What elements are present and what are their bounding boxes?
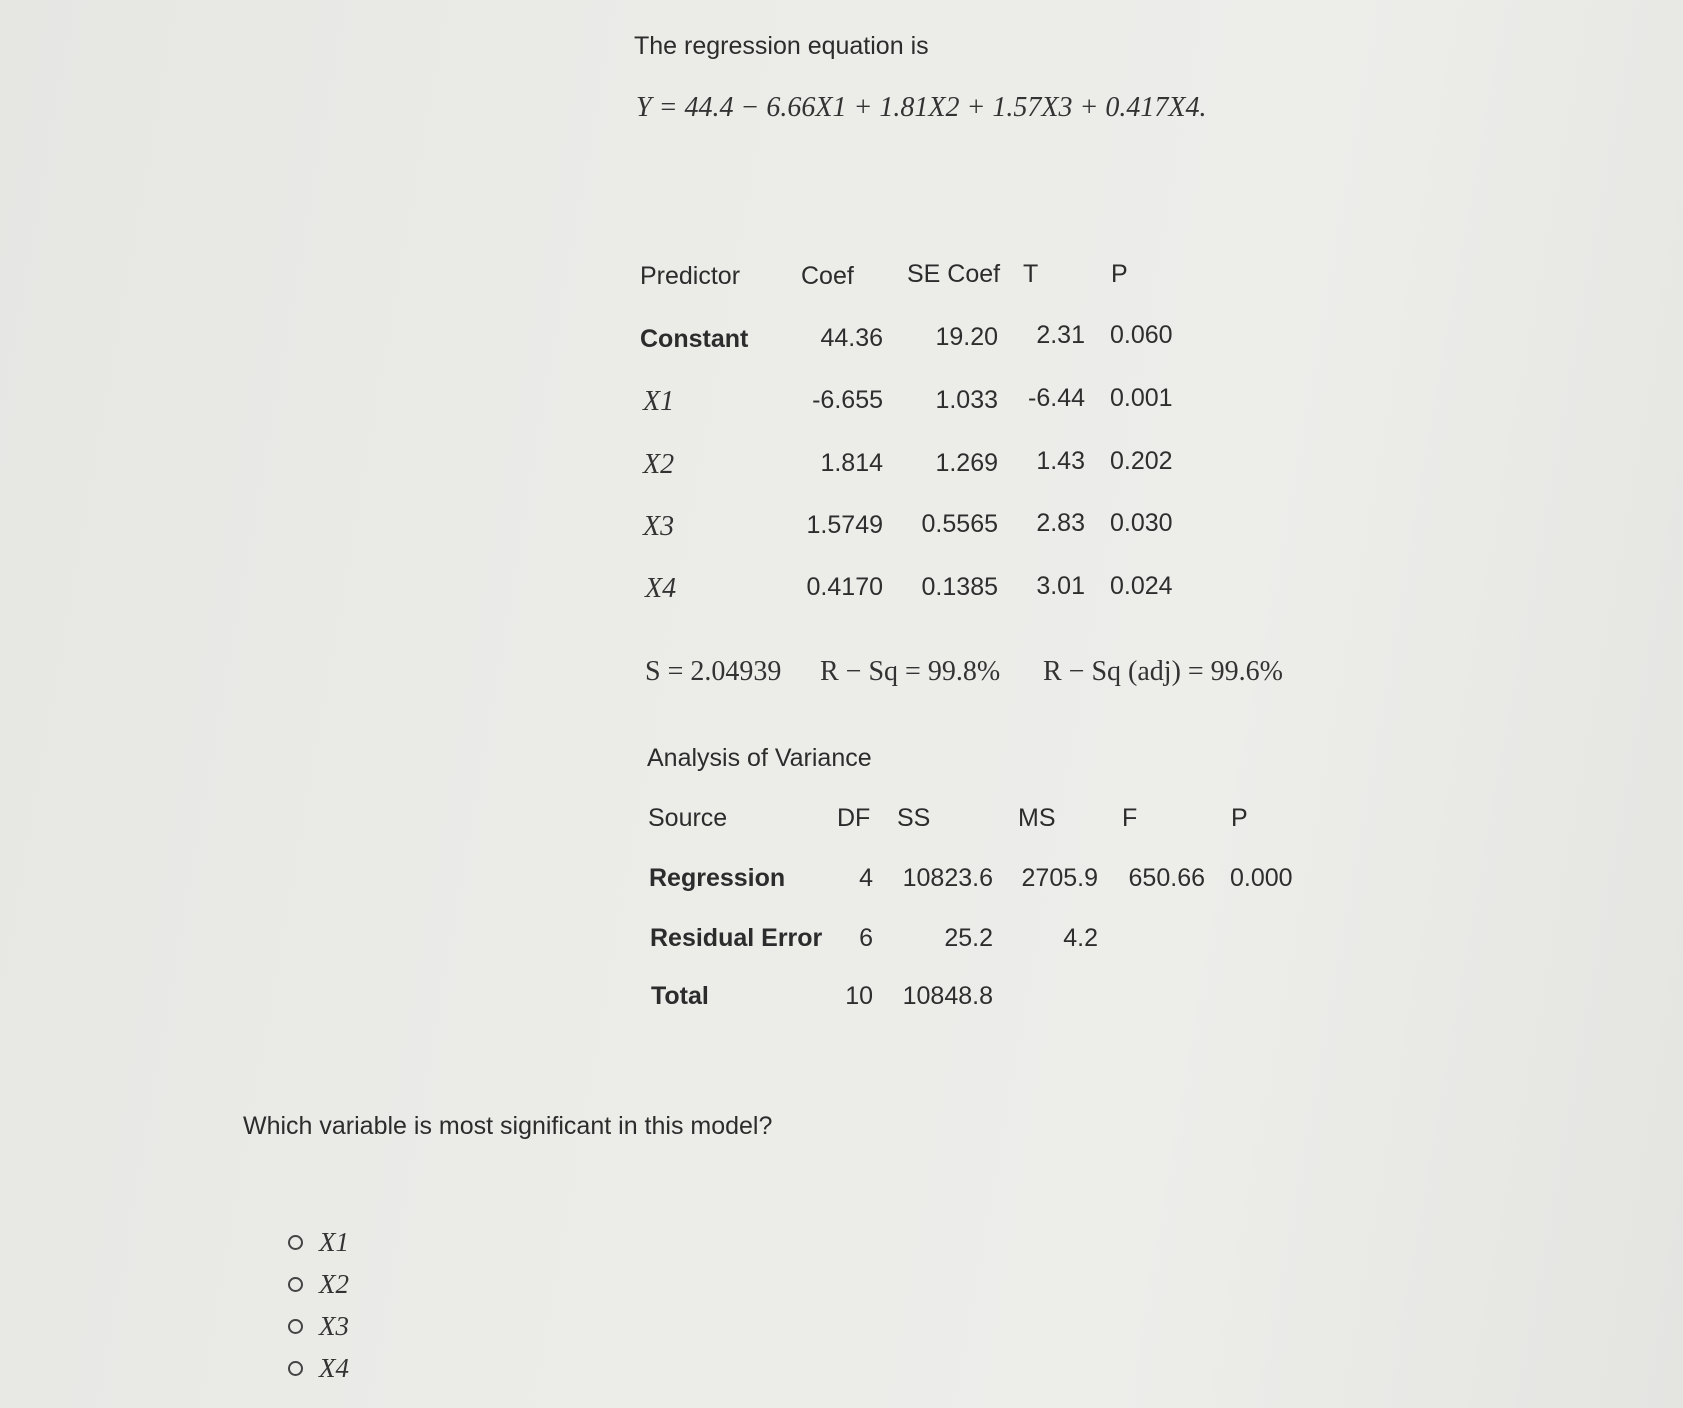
option-label: X4	[319, 1353, 349, 1383]
table-cell-se-coef: 0.1385	[921, 573, 998, 601]
anova-header-df: DF	[837, 804, 871, 832]
fit-stat-r-sq: R − Sq = 99.8%	[820, 656, 1001, 687]
option-x3[interactable]	[288, 1311, 349, 1342]
table-cell-p: 0.001	[1110, 384, 1173, 412]
fit-stat-r-sq-adj: R − Sq (adj) = 99.6%	[1043, 656, 1284, 687]
coef-header-se-coef: SE Coef	[907, 260, 1001, 288]
anova-header-ms: MS	[1018, 804, 1056, 832]
radio-button[interactable]	[288, 1319, 303, 1334]
table-cell-se-coef: 1.269	[935, 449, 998, 477]
table-cell-se-coef: 19.20	[935, 323, 998, 351]
table-cell-coef: 1.5749	[806, 511, 883, 539]
table-row-label: X1	[643, 386, 675, 417]
table-cell-se-coef: 0.5565	[921, 510, 998, 538]
radio-button[interactable]	[288, 1361, 303, 1376]
table-cell-p: 0.000	[1230, 864, 1293, 892]
table-cell-coef: 0.4170	[806, 573, 883, 601]
option-label: X2	[319, 1269, 349, 1299]
option-x4[interactable]	[288, 1353, 349, 1384]
table-cell-df: 4	[859, 864, 873, 892]
table-row-label: Residual Error	[650, 924, 823, 952]
table-cell-p: 0.024	[1110, 572, 1173, 600]
table-row-label: X4	[645, 573, 677, 604]
table-cell-t: 3.01	[1036, 572, 1085, 600]
anova-header-ss: SS	[897, 804, 931, 832]
table-cell-coef: 44.36	[820, 324, 883, 352]
table-row-label: Regression	[649, 864, 786, 892]
table-row-label: Constant	[640, 325, 749, 353]
option-label: X3	[319, 1311, 349, 1341]
table-cell-ss: 25.2	[944, 924, 993, 952]
regression-heading: The regression equation is	[634, 32, 929, 60]
table-cell-df: 6	[859, 924, 873, 952]
coef-header-p: P	[1111, 260, 1128, 288]
coef-header-coef: Coef	[801, 262, 854, 290]
table-cell-f: 650.66	[1128, 864, 1205, 892]
table-cell-p: 0.060	[1110, 321, 1173, 349]
table-row-label: X3	[643, 511, 675, 542]
table-cell-t: 2.83	[1036, 509, 1085, 537]
table-cell-ms: 4.2	[1063, 924, 1098, 952]
table-cell-ms: 2705.9	[1021, 864, 1098, 892]
table-cell-t: 2.31	[1036, 321, 1085, 349]
table-cell-t: -6.44	[1028, 384, 1085, 412]
table-row-label: Total	[651, 982, 709, 1010]
option-x2[interactable]	[288, 1269, 349, 1300]
coef-header-t: T	[1023, 260, 1039, 288]
table-cell-p: 0.202	[1110, 447, 1173, 475]
table-cell-coef: -6.655	[812, 386, 883, 414]
table-row-label: X2	[643, 449, 675, 480]
table-cell-ss: 10823.6	[902, 864, 993, 892]
coef-header-predictor: Predictor	[640, 262, 741, 290]
option-label: X1	[319, 1227, 349, 1257]
table-cell-se-coef: 1.033	[935, 386, 998, 414]
table-cell-p: 0.030	[1110, 509, 1173, 537]
anova-header-source: Source	[648, 804, 728, 832]
table-cell-t: 1.43	[1036, 447, 1085, 475]
anova-header-p: P	[1231, 804, 1248, 832]
table-cell-ss: 10848.8	[902, 982, 993, 1010]
radio-button[interactable]	[288, 1277, 303, 1292]
anova-title: Analysis of Variance	[647, 744, 872, 772]
regression-equation: Y = 44.4 − 6.66X1 + 1.81X2 + 1.57X3 + 0.417X4.	[636, 92, 1207, 123]
question-text: Which variable is most significant in this model?	[243, 1112, 773, 1140]
option-x1[interactable]	[288, 1227, 349, 1258]
fit-stat-s: S = 2.04939	[645, 656, 782, 687]
table-cell-df: 10	[845, 982, 873, 1010]
radio-button[interactable]	[288, 1235, 303, 1250]
anova-header-f: F	[1122, 804, 1138, 832]
table-cell-coef: 1.814	[820, 449, 883, 477]
